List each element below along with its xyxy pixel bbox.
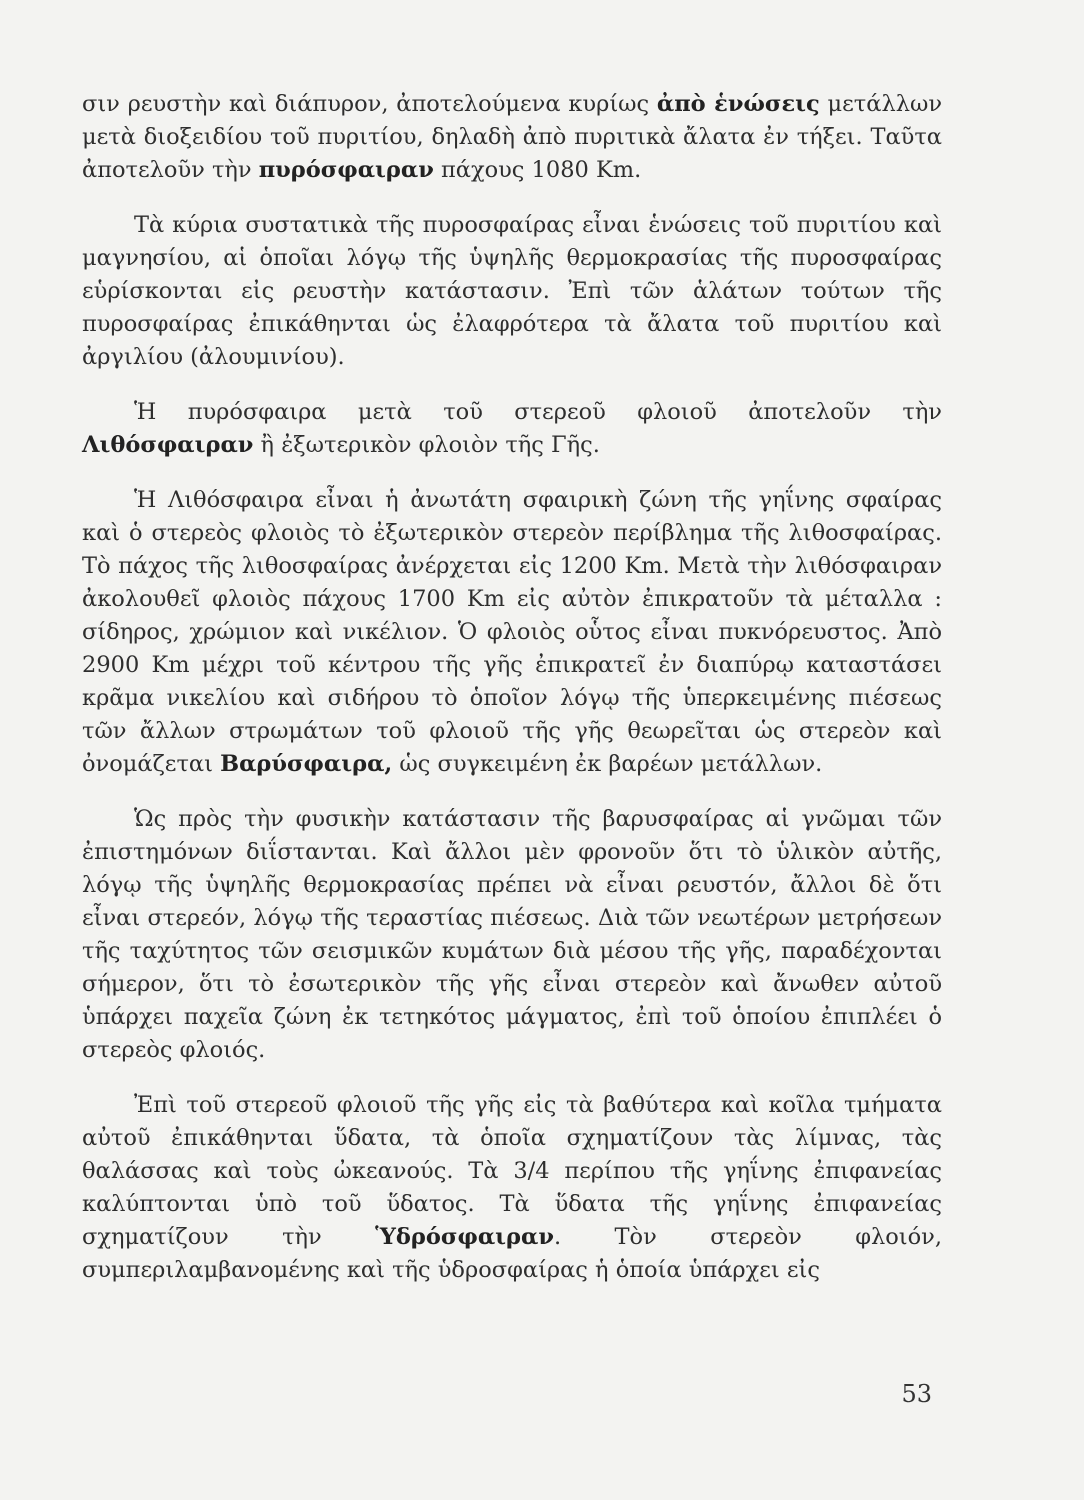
- text-run: πάχους 1080 Km.: [433, 157, 642, 183]
- bold-term: πυρόσφαιραν: [258, 157, 434, 183]
- paragraph-6: [82, 1089, 942, 1287]
- paragraph-1: [82, 88, 942, 187]
- text-column: [82, 88, 942, 1309]
- text-run: Ἐπὶ τοῦ στερεοῦ φλοιοῦ τῆς γῆς εἰς τὰ βαθύτερα καὶ κοῖλα τμήματα αὐτοῦ ἐπικάθηνται ὕδατα, τὰ ὁποῖα σχηματίζουν τὰς λίμνας, τὰς θαλάσσας καὶ τοὺς ὠκεανούς. Τὰ 3/4 περίπου τῆς γηΐνης ἐπιφανείας καλύπτονται ὑπὸ τοῦ ὕδατος. Τὰ ὕδατα τῆς γηΐνης ἐπιφανείας σχηματίζουν τὴν: [82, 1092, 942, 1250]
- text-run: ὡς συγκειμένη ἐκ βαρέων μετάλλων.: [392, 751, 823, 777]
- paragraph-2: [82, 209, 942, 374]
- bold-term: ἀπὸ ἑνώσεις: [656, 91, 820, 117]
- bold-term: Βαρύσφαιρα,: [220, 751, 393, 777]
- text-run: ἢ ἐξωτερικὸν φλοιὸν τῆς Γῆς.: [253, 432, 600, 458]
- text-run: Ἡ Λιθόσφαιρα εἶναι ἡ ἀνωτάτη σφαιρικὴ ζώνη τῆς γηΐνης σφαίρας καὶ ὁ στερεὸς φλοιὸς τὸ ἐξωτερικὸν στερεὸν περίβλημα τῆς λιθοσφαίρας. Τὸ πάχος τῆς λιθοσφαίρας ἀνέρχεται εἰς 1200 Km. Μετὰ τὴν λιθόσφαιραν ἀκολουθεῖ φλοιὸς πάχους 1700 Km εἰς αὐτὸν ἐπικρατοῦν τὰ μέταλλα : σίδηρος, χρώμιον καὶ νικέλιον. Ὁ φλοιὸς οὗτος εἶναι πυκνόρευστος. Ἀπὸ 2900 Km μέχρι τοῦ κέντρου τῆς γῆς ἐπικρατεῖ ἐν διαπύρῳ καταστάσει κρᾶμα νικελίου καὶ σιδήρου τὸ ὁποῖον λόγῳ τῆς ὑπερκειμένης πιέσεως τῶν ἄλλων στρωμάτων τοῦ φλοιοῦ τῆς γῆς θεωρεῖται ὡς στερεὸν καὶ ὀνομάζεται: [82, 487, 942, 777]
- page-number: 53: [901, 1380, 932, 1408]
- text-run: σιν ρευστὴν καὶ διάπυρον, ἀποτελούμενα κυρίως: [82, 91, 657, 117]
- paragraph-3: [82, 396, 942, 462]
- text-run: . Τὸν στερεὸν φλοιόν, συμπεριλαμβανομένης καὶ τῆς ὑδροσφαίρας ἡ ὁποία ὑπάρχει εἰς: [82, 1224, 942, 1283]
- text-run: Ἡ πυρόσφαιρα μετὰ τοῦ στερεοῦ φλοιοῦ ἀποτελοῦν τὴν: [134, 399, 942, 425]
- text-run: μετάλλων μετὰ διοξειδίου τοῦ πυριτίου, δηλαδὴ ἀπὸ πυριτικὰ ἄλατα ἐν τήξει. Ταῦτα ἀποτελοῦν τὴν: [82, 91, 942, 183]
- text-run: Τὰ κύρια συστατικὰ τῆς πυροσφαίρας εἶναι ἑνώσεις τοῦ πυριτίου καὶ μαγνησίου, αἱ ὁποῖαι λόγῳ τῆς ὑψηλῆς θερμοκρασίας τῆς πυροσφαίρας εὑρίσκονται εἰς ρευστὴν κατάστασιν. Ἐπὶ τῶν ἁλάτων τούτων τῆς πυροσφαίρας ἐπικάθηνται ὡς ἐλαφρότερα τὰ ἄλατα τοῦ πυριτίου καὶ ἀργιλίου (ἀλουμινίου).: [82, 212, 942, 370]
- paragraph-4: [82, 484, 942, 781]
- text-run: Ὡς πρὸς τὴν φυσικὴν κατάστασιν τῆς βαρυσφαίρας αἱ γνῶμαι τῶν ἐπιστημόνων διΐστανται. Καὶ ἄλλοι μὲν φρονοῦν ὅτι τὸ ὑλικὸν αὐτῆς, λόγῳ τῆς ὑψηλῆς θερμοκρασίας πρέπει νὰ εἶναι ρευστόν, ἄλλοι δὲ ὅτι εἶναι στερεόν, λόγῳ τῆς τεραστίας πιέσεως. Διὰ τῶν νεωτέρων μετρήσεων τῆς ταχύτητος τῶν σεισμικῶν κυμάτων διὰ μέσου τῆς γῆς, παραδέχονται σήμερον, ὅτι τὸ ἐσωτερικὸν τῆς γῆς εἶναι στερεὸν καὶ ἄνωθεν αὐτοῦ ὑπάρχει παχεῖα ζώνη ἐκ τετηκότος μάγματος, ἐπὶ τοῦ ὁποίου ἐπιπλέει ὁ στερεὸς φλοιός.: [82, 806, 942, 1063]
- paragraph-5: [82, 803, 942, 1067]
- bold-term: Λιθόσφαιραν: [82, 432, 254, 458]
- bold-term: Ὑδρόσφαιραν: [375, 1224, 554, 1250]
